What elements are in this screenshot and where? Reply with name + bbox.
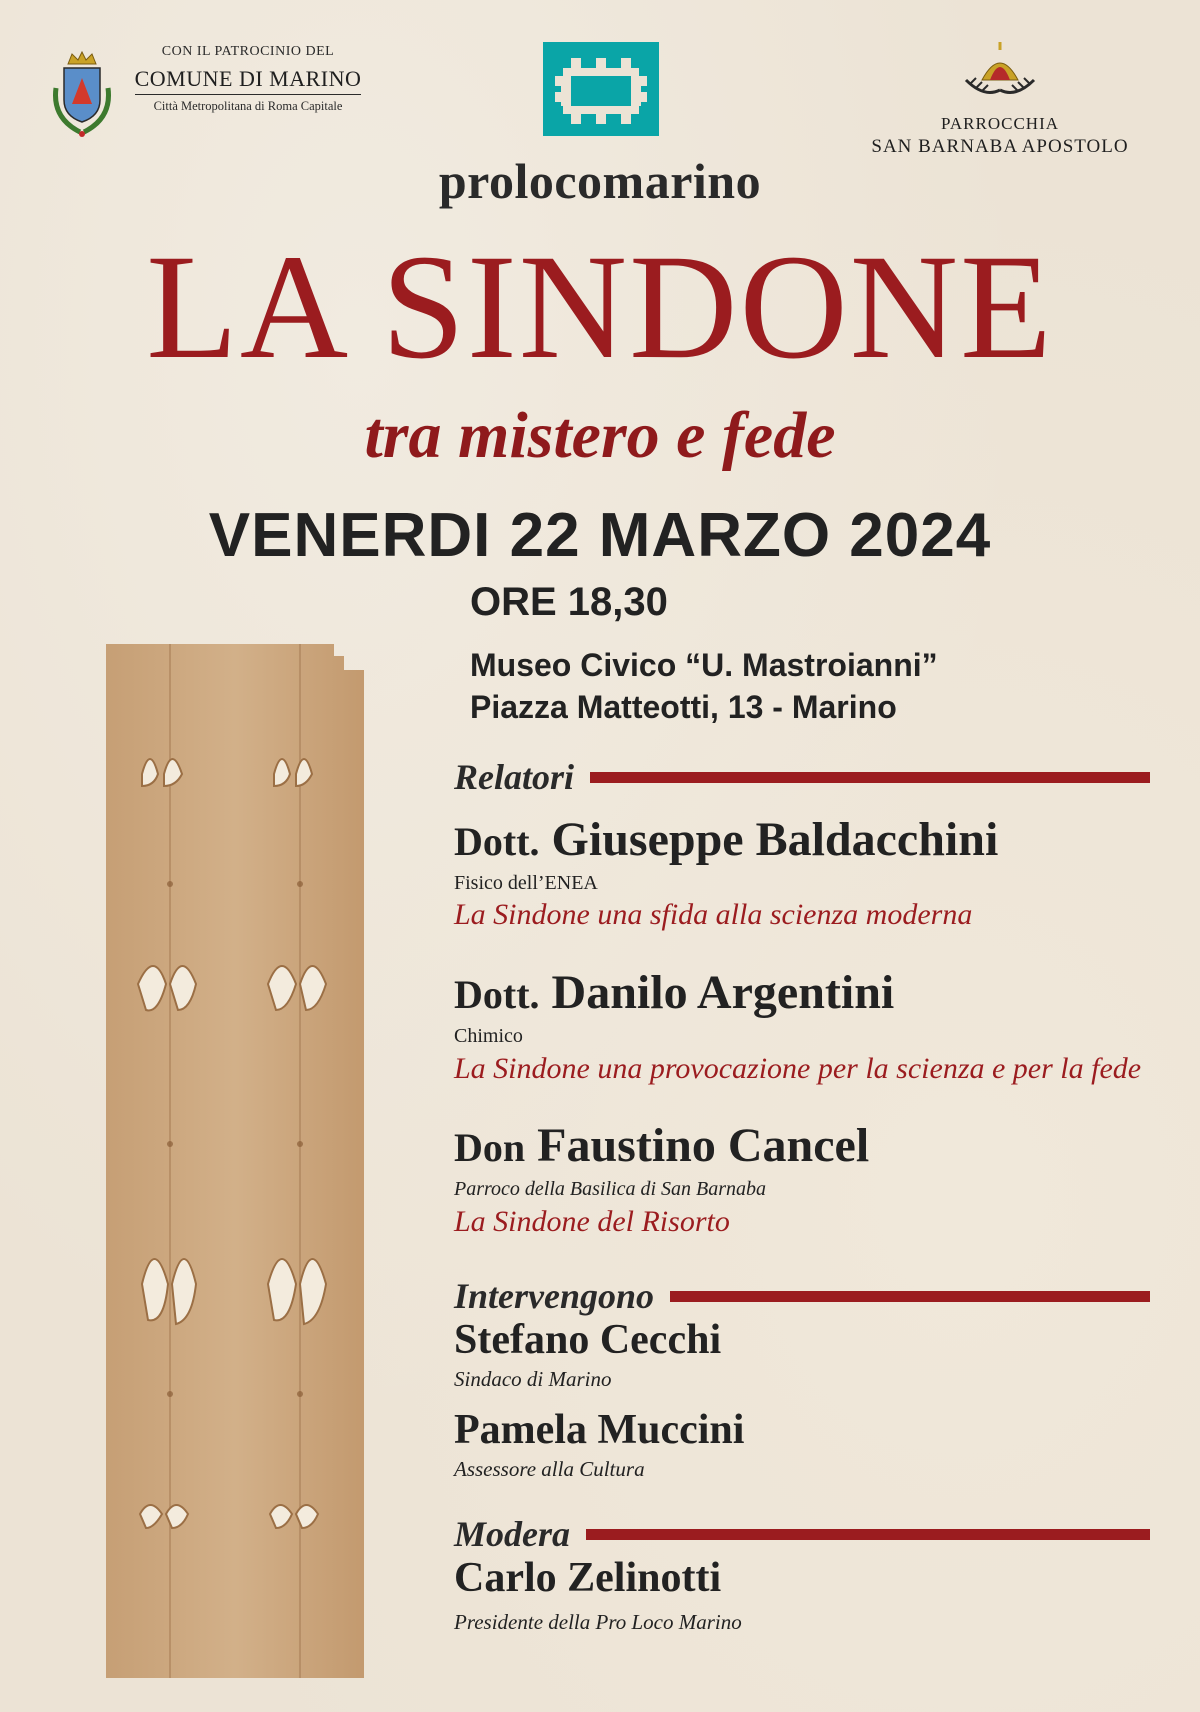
modera-header — [454, 1514, 1150, 1554]
speaker-fullname: Giuseppe Baldacchini — [551, 813, 999, 866]
moderator-role: Presidente della Pro Loco Marino — [454, 1610, 742, 1634]
event-venue — [470, 644, 938, 728]
comune-patrocinio-block — [50, 40, 380, 150]
intervengono-label: Intervengono — [454, 1276, 655, 1316]
intervengono-header — [454, 1276, 1150, 1316]
speaker-fullname: Danilo Argentini — [551, 966, 895, 1019]
speaker-role: Fisico dell’ENEA — [454, 872, 598, 894]
section-rule — [670, 1291, 1150, 1302]
speaker-honorific: Dott. — [454, 819, 540, 864]
speaker-honorific: Dott. — [454, 972, 540, 1017]
proloco-castle-icon — [543, 42, 659, 136]
speaker-fullname: Faustino Cancel — [537, 1119, 870, 1172]
speaker-name — [454, 1118, 869, 1173]
relatori-header — [454, 757, 1150, 797]
section-rule — [590, 772, 1150, 783]
speaker-name — [454, 812, 998, 867]
proloco-logo — [543, 42, 659, 136]
speaker-role: Chimico — [454, 1025, 523, 1047]
speaker-role: Parroco della Basilica di San Barnaba — [454, 1178, 767, 1200]
guest-name: Stefano Cecchi — [454, 1317, 722, 1363]
venue-address: Piazza Matteotti, 13 - Marino — [470, 689, 897, 725]
venue-name: Museo Civico “U. Mastroianni” — [470, 647, 938, 683]
speaker-honorific: Don — [454, 1125, 526, 1170]
event-title: LA SINDONE — [146, 224, 1054, 390]
event-date: VENERDI 22 MARZO 2024 — [208, 501, 992, 570]
shroud-image — [106, 644, 364, 1678]
moderator-name: Carlo Zelinotti — [454, 1555, 722, 1601]
parrocchia-emblem-icon — [960, 40, 1040, 104]
speaker-talk-title: La Sindone una provocazione per la scienza e per la fede — [454, 1052, 1142, 1085]
comune-crest-icon — [50, 48, 114, 140]
parrocchia-name: SAN BARNABA APOSTOLO — [871, 136, 1129, 157]
guest-role: Assessore alla Cultura — [454, 1457, 645, 1481]
event-subtitle: tra mistero e fede — [364, 399, 836, 472]
parrocchia-label: PARROCCHIA — [940, 114, 1060, 133]
comune-name: COMUNE DI MARINO — [135, 66, 362, 95]
parrocchia-block — [850, 40, 1150, 170]
event-time: ORE 18,30 — [470, 580, 668, 624]
modera-label: Modera — [454, 1514, 570, 1554]
speaker-talk-title: La Sindone una sfida alla scienza moderna — [454, 898, 973, 931]
organizer-name: prolocomarino — [438, 153, 762, 209]
section-rule — [586, 1529, 1150, 1540]
speaker-name — [454, 965, 894, 1020]
guest-name: Pamela Muccini — [454, 1407, 745, 1453]
speaker-talk-title: La Sindone del Risorto — [454, 1205, 730, 1238]
guest-role: Sindaco di Marino — [454, 1367, 612, 1391]
relatori-label: Relatori — [454, 757, 575, 797]
citta-metropolitana-label: Città Metropolitana di Roma Capitale — [153, 99, 343, 113]
patrocinio-label: CON IL PATROCINIO DEL — [161, 44, 335, 59]
